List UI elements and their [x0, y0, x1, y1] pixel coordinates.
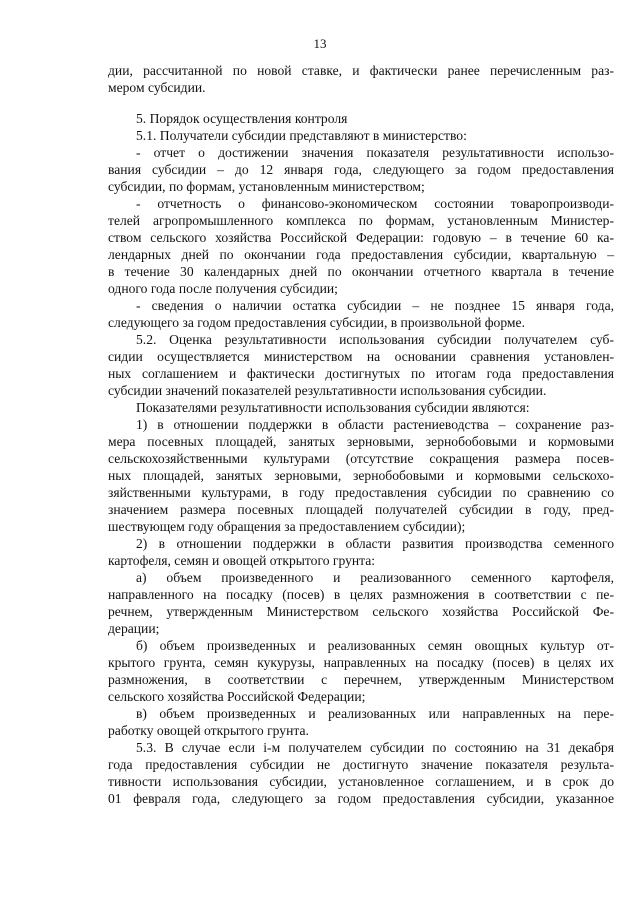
text-line: дии, рассчитанной по новой ставке, и фактически ранее перечисленным раз- — [108, 63, 614, 78]
text-line: а) объем произведенного и реализованного семенного картофеля, — [136, 570, 614, 585]
text-line: зяйственными культурами, в году предоставления субсидии по сравнению со — [108, 485, 614, 500]
page-number: 13 — [313, 36, 327, 51]
text-line: следующего за годом предоставления субсидии, в произвольной форме. — [108, 315, 525, 330]
text-line: - отчетность о финансово-экономическом состоянии товаропроизводи- — [136, 196, 614, 211]
text-line: работку овощей открытого грунта. — [108, 723, 309, 738]
text-line: мером субсидии. — [108, 80, 206, 95]
text-line: ством сельского хозяйства Российской Федерации: годовую – в течение 60 ка- — [108, 230, 614, 245]
text-line: дерации; — [108, 621, 160, 636]
text-line: года предоставления субсидии не достигнуто значение показателя результа- — [108, 757, 614, 772]
text-line: значением размера посевных площадей получателей субсидии в году, пред- — [108, 502, 614, 517]
text-line: крытого грунта, семян кукурузы, направленных на посадку (посев) в целях их — [108, 655, 614, 670]
text-line: субсидии значений показателей результативности использования субсидии. — [108, 383, 547, 398]
text-line: 01 февраля года, следующего за годом предоставления субсидии, указанное — [108, 791, 614, 806]
text-line: 5.1. Получатели субсидии представляют в министерство: — [136, 128, 467, 143]
text-line: направленного на посадку (посев) в целях размножения в соответствии с пе- — [108, 587, 614, 602]
text-line: б) объем произведенных и реализованных семян овощных культур от- — [136, 638, 614, 653]
text-line: 1) в отношении поддержки в области растениеводства – сохранение раз- — [136, 417, 614, 432]
text-line: сидии осуществляется министерством на основании сравнения установлен- — [108, 349, 614, 364]
text-line: лендарных дней по окончании года предоставления субсидии, квартальную – — [108, 247, 614, 262]
text-line: 5.3. В случае если i-м получателем субсидии по состоянию на 31 декабря — [136, 740, 614, 755]
text-line: речнем, утвержденным Министерством сельского хозяйства Российской Фе- — [108, 604, 614, 619]
text-line: ных соглашением и фактически достигнутых по итогам года предоставления — [108, 366, 614, 381]
text-line: субсидии, по формам, установленным министерством; — [108, 179, 425, 194]
text-line: 5. Порядок осуществления контроля — [136, 111, 348, 126]
text-line: Показателями результативности использования субсидии являются: — [136, 400, 530, 415]
text-line: телей агропромышленного комплекса по формам, установленным Министер- — [108, 213, 614, 228]
document-body — [108, 62, 614, 807]
text-line: картофеля, семян и овощей открытого грунта: — [108, 553, 376, 568]
text-line: размножения, в соответствии с перечнем, утвержденным Министерством — [108, 672, 614, 687]
text-line: мера посевных площадей, занятых зерновыми, зернобобовыми и кормовыми — [108, 434, 614, 449]
text-line: 5.2. Оценка результативности использования субсидии получателем суб- — [136, 332, 614, 347]
text-line: - сведения о наличии остатка субсидии – не позднее 15 января года, — [136, 298, 614, 313]
text-line: тивности использования субсидии, установленное соглашением, и в срок до — [108, 774, 614, 789]
paragraph-gap — [108, 96, 614, 110]
text-line: шествующем году обращения за предоставлением субсидии); — [108, 519, 466, 534]
text-line: сельского хозяйства Российской Федерации; — [108, 689, 366, 704]
text-line: - отчет о достижении значения показателя результативности использо- — [136, 145, 614, 160]
text-line: одного года после получения субсидии; — [108, 281, 338, 296]
text-line: вания субсидии – до 12 января года, следующего за годом предоставления — [108, 162, 614, 177]
text-line: ных площадей, занятых зерновыми, зернобобовыми и кормовыми сельскохо- — [108, 468, 614, 483]
text-line: в течение 30 календарных дней по окончании отчетного квартала в течение — [108, 264, 614, 279]
text-line: сельскохозяйственными культурами (отсутствие сокращения размера посев- — [108, 451, 614, 466]
text-line: 2) в отношении поддержки в области развития производства семенного — [136, 536, 614, 551]
text-line: в) объем произведенных и реализованных или направленных на пере- — [136, 706, 614, 721]
